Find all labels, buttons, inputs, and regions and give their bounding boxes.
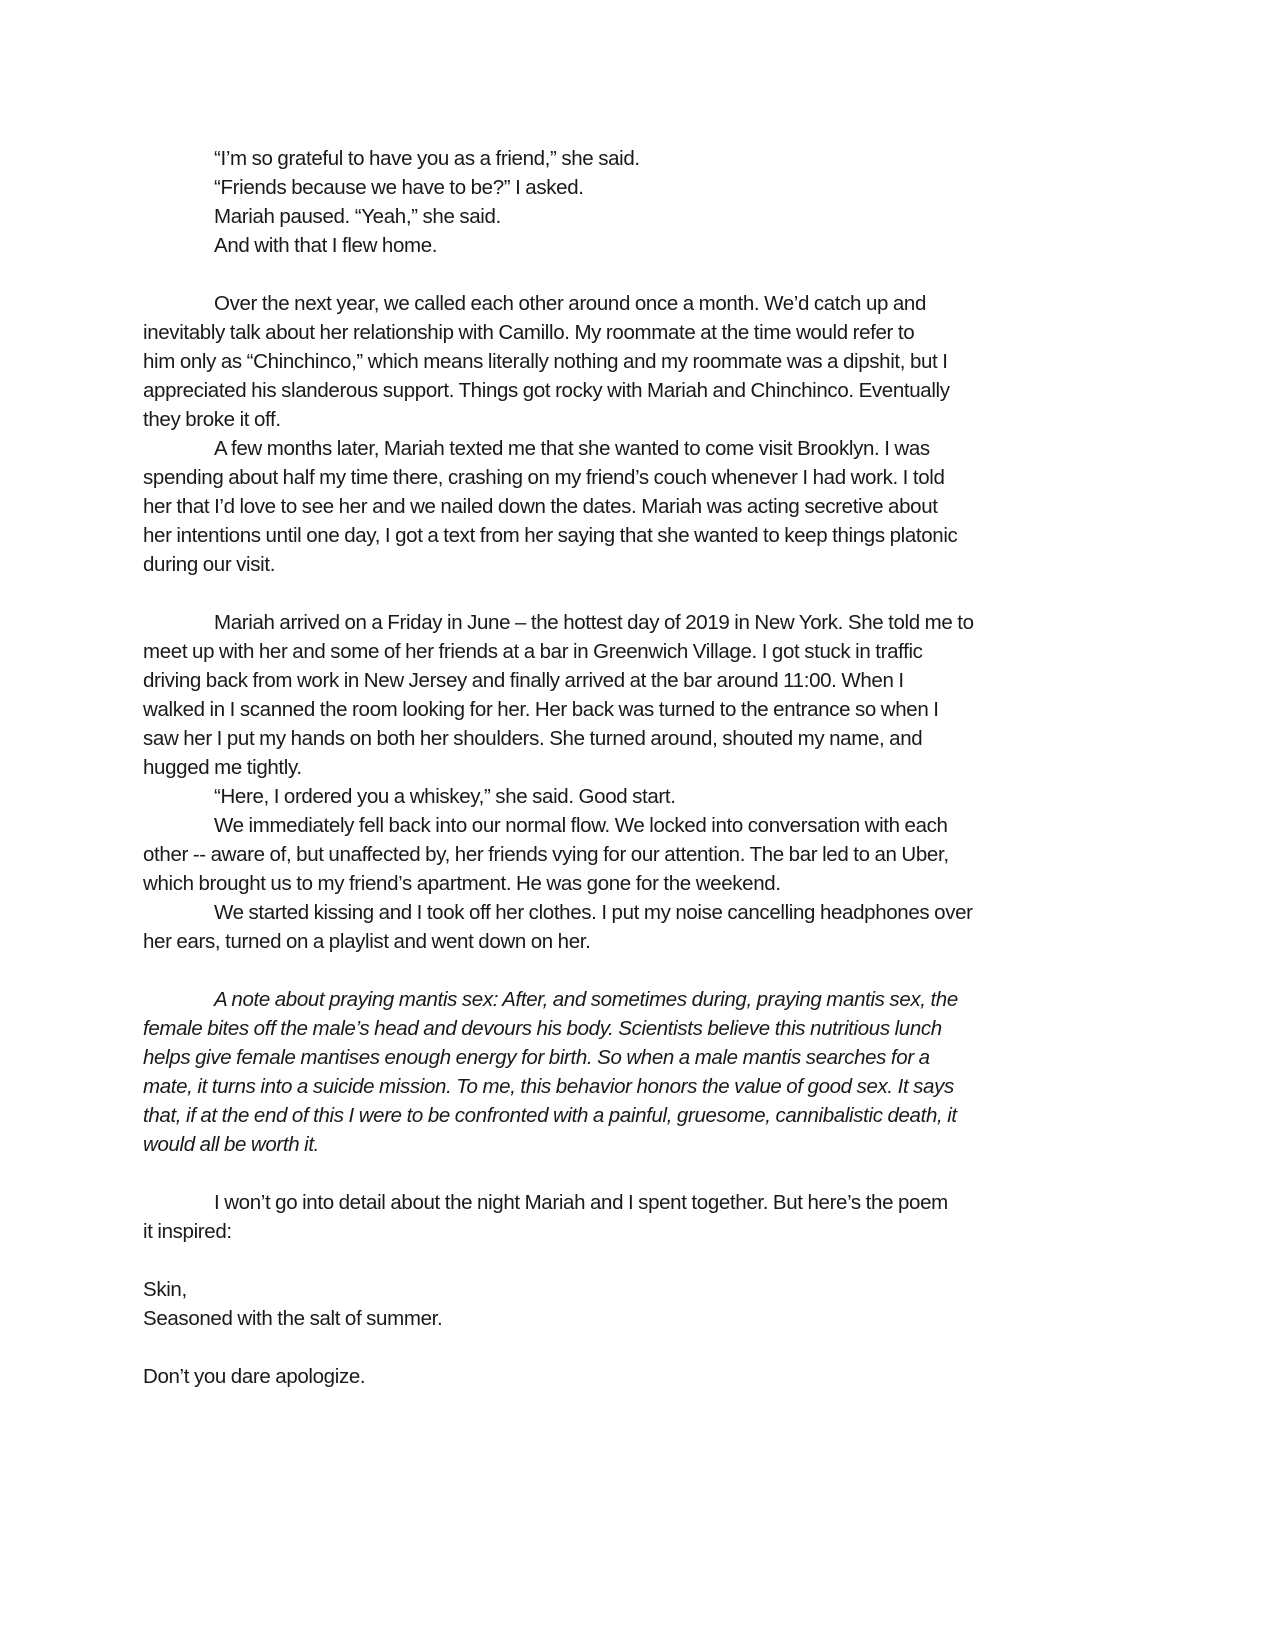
text-line: would all be worth it. — [143, 1133, 320, 1156]
paragraph-poem-intro — [143, 1188, 1073, 1246]
text-line: meet up with her and some of her friends at a bar in Greenwich Village. I got stuck in traffic — [143, 640, 923, 663]
text-line: driving back from work in New Jersey and finally arrived at the bar around 11:00. When I — [143, 669, 904, 692]
text-line: hugged me tightly. — [143, 756, 302, 779]
text-line: “Here, I ordered you a whiskey,” she said. Good start. — [214, 785, 676, 808]
poem-line: Skin, — [143, 1278, 187, 1301]
text-line: him only as “Chinchinco,” which means literally nothing and my roommate was a dipshit, but I — [143, 350, 948, 373]
text-line: spending about half my time there, crashing on my friend’s couch whenever I had work. I told — [143, 466, 945, 489]
text-line: her ears, turned on a playlist and went down on her. — [143, 930, 591, 953]
paragraph-brooklyn-visit — [143, 434, 1073, 579]
text-line: during our visit. — [143, 553, 276, 576]
text-line: saw her I put my hands on both her shoulders. She turned around, shouted my name, and — [143, 727, 923, 750]
text-line: that, if at the end of this I were to be confronted with a painful, gruesome, cannibalistic death, it — [143, 1104, 957, 1127]
poem-line — [143, 1333, 1073, 1362]
paragraph-arrival — [143, 608, 1073, 782]
text-line: they broke it off. — [143, 408, 281, 431]
dialogue-line: And with that I flew home. — [214, 234, 438, 257]
text-line: A note about praying mantis sex: After, and sometimes during, praying mantis sex, the — [214, 988, 958, 1011]
paragraph-next-year — [143, 289, 1073, 434]
text-line: Mariah arrived on a Friday in June – the hottest day of 2019 in New York. She told me to — [214, 611, 974, 634]
blank-line — [143, 1246, 1073, 1275]
text-line: I won’t go into detail about the night Mariah and I spent together. But here’s the poem — [214, 1191, 948, 1214]
paragraph-normal-flow — [143, 811, 1073, 898]
text-line: helps give female mantises enough energy for birth. So when a male mantis searches for a — [143, 1046, 930, 1069]
text-line: her that I’d love to see her and we nailed down the dates. Mariah was acting secretive about — [143, 495, 938, 518]
text-line: We started kissing and I took off her clothes. I put my noise cancelling headphones over — [214, 901, 973, 924]
poem-block — [143, 1275, 1073, 1391]
text-line: her intentions until one day, I got a text from her saying that she wanted to keep things platonic — [143, 524, 958, 547]
paragraph-mantis-note — [143, 985, 1073, 1159]
text-line: mate, it turns into a suicide mission. To me, this behavior honors the value of good sex. It says — [143, 1075, 954, 1098]
blank-line — [143, 956, 1073, 985]
blank-line — [143, 579, 1073, 608]
text-line: which brought us to my friend’s apartment. He was gone for the weekend. — [143, 872, 781, 895]
text-line: walked in I scanned the room looking for her. Her back was turned to the entrance so when I — [143, 698, 939, 721]
dialogue-block — [143, 144, 1073, 260]
poem-line: Don’t you dare apologize. — [143, 1365, 366, 1388]
text-line: it inspired: — [143, 1220, 232, 1243]
text-line: female bites off the male’s head and devours his body. Scientists believe this nutritious lunch — [143, 1017, 942, 1040]
text-line: We immediately fell back into our normal flow. We locked into conversation with each — [214, 814, 948, 837]
text-line: other -- aware of, but unaffected by, her friends vying for our attention. The bar led to an Uber, — [143, 843, 949, 866]
paragraph-kissing — [143, 898, 1073, 956]
blank-line — [143, 1159, 1073, 1188]
dialogue-line: “Friends because we have to be?” I asked. — [214, 176, 584, 199]
blank-line — [143, 260, 1073, 289]
text-line: A few months later, Mariah texted me that she wanted to come visit Brooklyn. I was — [214, 437, 930, 460]
text-line: appreciated his slanderous support. Things got rocky with Mariah and Chinchinco. Eventually — [143, 379, 950, 402]
text-line: Over the next year, we called each other around once a month. We’d catch up and — [214, 292, 927, 315]
text-line: inevitably talk about her relationship with Camillo. My roommate at the time would refer to — [143, 321, 915, 344]
document-page — [143, 144, 1073, 1391]
dialogue-line: “I’m so grateful to have you as a friend,” she said. — [214, 147, 640, 170]
poem-line: Seasoned with the salt of summer. — [143, 1307, 443, 1330]
paragraph-whiskey — [143, 782, 1073, 811]
dialogue-line: Mariah paused. “Yeah,” she said. — [214, 205, 501, 228]
